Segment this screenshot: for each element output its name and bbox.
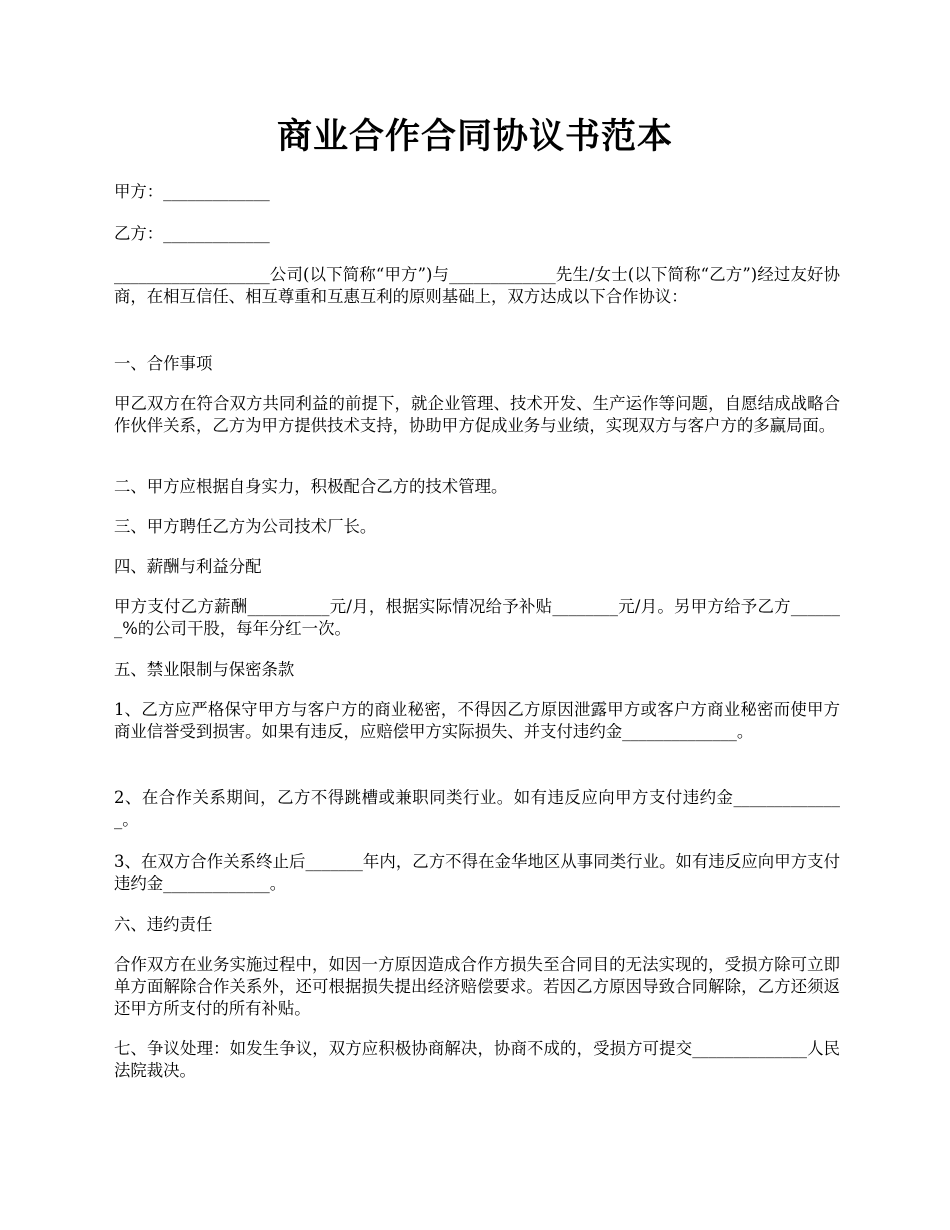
section-2-line: 二、甲方应根据自身实力，积极配合乙方的技术管理。 [114,477,508,496]
party-a-line: 甲方：_____________ [114,182,270,201]
section-heading-5: 五、禁业限制与保密条款 [114,660,295,679]
section-4-body: 甲方支付乙方薪酬__________元/月，根据实际情况给予补贴________元/月。另甲方给予乙方_______%的公司干股，每年分红一次。 [114,597,840,638]
section-heading-4: 四、薪酬与利益分配 [114,557,262,576]
preamble-paragraph: ___________________公司(以下简称“甲方”)与_____________先生/女士(以下简称“乙方”)经过友好协商，在相互信任、相互尊重和互惠互利的原则基础上，双方达成以下合作协议： [114,265,840,306]
section-heading-1: 一、合作事项 [114,354,213,373]
clause-5-1: 1、乙方应严格保守甲方与客户方的商业秘密，不得因乙方原因泄露甲方或客户方商业秘密而使甲方商业信誉受到损害。如果有违反，应赔偿甲方实际损失、并支付违约金______________。 [114,700,840,741]
party-b-line: 乙方：_____________ [114,224,270,243]
section-6-body: 合作双方在业务实施过程中，如因一方原因造成合作方损失至合同目的无法实现的，受损方除可立即单方面解除合作关系外，还可根据损失提出经济赔偿要求。若因乙方原因导致合同解除，乙方还须返还甲方所支付的所有补贴。 [114,955,840,1018]
section-7-body: 七、争议处理：如发生争议，双方应积极协商解决，协商不成的，受损方可提交______________人民法院裁决。 [114,1039,840,1080]
section-1-body: 甲乙双方在符合双方共同利益的前提下，就企业管理、技术开发、生产运作等问题，自愿结成战略合作伙伴关系，乙方为甲方提供技术支持，协助甲方促成业务与业绩，实现双方与客户方的多赢局面。 [114,394,840,435]
document-title: 商业合作合同协议书范本 [276,116,673,157]
clause-5-3: 3、在双方合作关系终止后_______年内，乙方不得在金华地区从事同类行业。如有违反应向甲方支付违约金_____________。 [114,852,840,893]
section-heading-6: 六、违约责任 [114,915,213,934]
section-3-line: 三、甲方聘任乙方为公司技术厂长。 [114,517,377,536]
clause-5-2: 2、在合作关系期间，乙方不得跳槽或兼职同类行业。如有违反应向甲方支付违约金______________。 [114,788,840,829]
